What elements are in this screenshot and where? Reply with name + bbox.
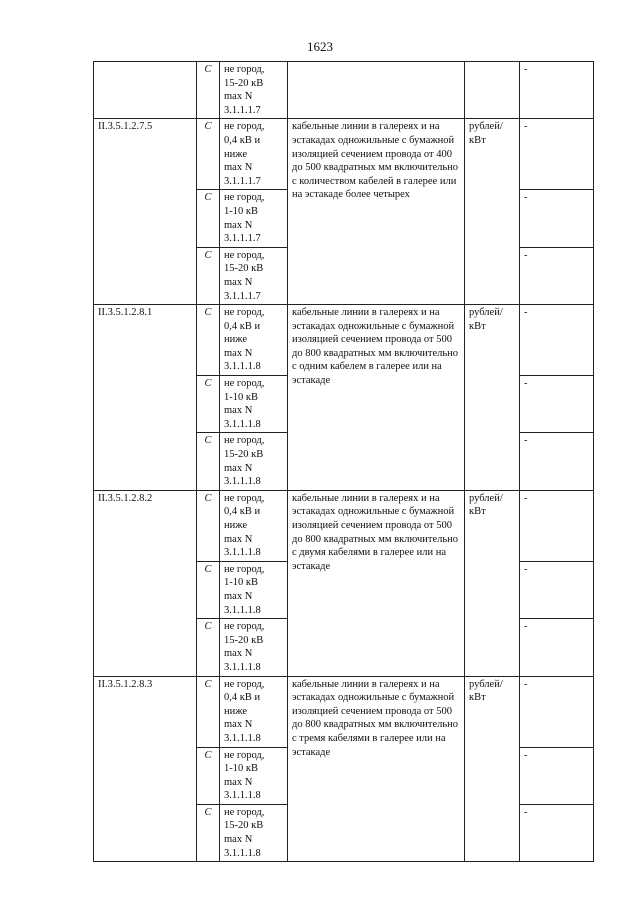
value-cell: - xyxy=(520,376,594,433)
condition-cell xyxy=(220,561,288,618)
condition-line: 3.1.1.1.8 xyxy=(224,604,261,616)
kind-cell: С xyxy=(197,490,220,561)
description-cell: кабельные линии в галереях и на эстакадах одножильные с бумажной изоляцией сечением провода от 400 до 500 квадратных мм включительно с количеством кабелей в галерее или на эстакаде более четырех xyxy=(288,119,465,305)
kind-cell: С xyxy=(197,619,220,676)
condition-line: 0,4 кВ и xyxy=(224,134,261,146)
condition-line: max N xyxy=(224,533,253,545)
condition-cell xyxy=(220,190,288,247)
condition-line: 3.1.1.1.8 xyxy=(224,418,261,430)
condition-cell xyxy=(220,619,288,676)
table-row xyxy=(94,119,594,190)
condition-line: не город, xyxy=(224,64,265,75)
condition-line: 0,4 кВ и xyxy=(224,692,261,704)
condition-line: 3.1.1.1.7 xyxy=(224,290,261,302)
condition-line: 1-10 кВ xyxy=(224,391,258,403)
condition-line: ниже xyxy=(224,148,248,160)
value-cell: - xyxy=(520,490,594,561)
condition-line: 3.1.1.1.8 xyxy=(224,732,261,744)
condition-line: 3.1.1.1.8 xyxy=(224,661,261,673)
condition-line: 3.1.1.1.8 xyxy=(224,476,261,488)
condition-line: не город, xyxy=(224,121,265,133)
condition-line: не город, xyxy=(224,307,265,319)
value-cell: - xyxy=(520,190,594,247)
description-cell: кабельные линии в галереях и на эстакадах одножильные с бумажной изоляцией сечением провода от 500 до 800 квадратных мм включительно с двумя кабелями в галерее или на эстакаде xyxy=(288,490,465,676)
condition-cell xyxy=(220,247,288,304)
condition-line: 1-10 кВ xyxy=(224,577,258,589)
condition-line: 1-10 кВ xyxy=(224,763,258,775)
condition-line: не город, xyxy=(224,621,265,633)
condition-line: 15-20 кВ xyxy=(224,634,264,646)
condition-line: max N xyxy=(224,462,253,474)
value-cell: - xyxy=(520,676,594,747)
value-cell: - xyxy=(520,62,594,119)
kind-cell: С xyxy=(197,305,220,376)
kind-cell: С xyxy=(197,190,220,247)
condition-line: max N xyxy=(224,162,253,174)
kind-cell: С xyxy=(197,747,220,804)
condition-line: 15-20 кВ xyxy=(224,820,264,832)
kind-cell: С xyxy=(197,62,220,119)
kind-cell: С xyxy=(197,119,220,190)
value-cell: - xyxy=(520,247,594,304)
condition-line: ниже xyxy=(224,520,248,531)
condition-line: 15-20 кВ xyxy=(224,77,264,89)
unit-cell xyxy=(465,62,520,119)
condition-cell xyxy=(220,305,288,376)
condition-cell xyxy=(220,376,288,433)
value-cell: - xyxy=(520,747,594,804)
tariff-table-body xyxy=(94,62,594,862)
condition-line: не город, xyxy=(224,806,265,818)
condition-cell xyxy=(220,676,288,747)
value-cell: - xyxy=(520,804,594,861)
condition-line: max N xyxy=(224,91,253,103)
unit-cell: рублей/ кВт xyxy=(465,305,520,491)
code-cell: II.3.5.1.2.8.1 xyxy=(94,305,197,491)
condition-line: не город, xyxy=(224,749,265,761)
condition-line: max N xyxy=(224,405,253,417)
condition-line: не город, xyxy=(224,435,265,447)
condition-line: 1-10 кВ xyxy=(224,205,258,217)
condition-line: max N xyxy=(224,276,253,288)
kind-cell: С xyxy=(197,804,220,861)
table-row-continuation xyxy=(94,62,594,119)
condition-line: не город, xyxy=(224,492,265,504)
condition-line: 3.1.1.1.8 xyxy=(224,361,261,373)
kind-cell: С xyxy=(197,376,220,433)
tariff-table xyxy=(93,61,594,862)
condition-line: ниже xyxy=(224,334,248,346)
condition-cell xyxy=(220,804,288,861)
table-row xyxy=(94,676,594,747)
condition-line: не город, xyxy=(224,192,265,204)
value-cell: - xyxy=(520,305,594,376)
condition-line: max N xyxy=(224,719,253,731)
condition-cell xyxy=(220,119,288,190)
value-cell: - xyxy=(520,561,594,618)
code-cell: II.3.5.1.2.8.3 xyxy=(94,676,197,862)
condition-cell xyxy=(220,747,288,804)
description-cell: кабельные линии в галереях и на эстакадах одножильные с бумажной изоляцией сечением провода от 500 до 800 квадратных мм включительно с одним кабелем в галерее или на эстакаде xyxy=(288,305,465,491)
code-cell: II.3.5.1.2.7.5 xyxy=(94,119,197,305)
table-row xyxy=(94,490,594,561)
condition-cell xyxy=(220,62,288,119)
value-cell: - xyxy=(520,433,594,490)
condition-line: не город, xyxy=(224,563,265,575)
value-cell: - xyxy=(520,619,594,676)
condition-line: 3.1.1.1.7 xyxy=(224,175,261,187)
page-number: 1623 xyxy=(307,39,333,54)
condition-cell xyxy=(220,433,288,490)
condition-line: 15-20 кВ xyxy=(224,449,264,461)
condition-line: 3.1.1.1.7 xyxy=(224,104,261,116)
unit-cell: рублей/ кВт xyxy=(465,490,520,676)
condition-line: не город, xyxy=(224,378,265,390)
kind-cell: С xyxy=(197,247,220,304)
unit-cell: рублей/ кВт xyxy=(465,119,520,305)
kind-cell: С xyxy=(197,561,220,618)
condition-line: 3.1.1.1.8 xyxy=(224,790,261,802)
condition-line: 3.1.1.1.7 xyxy=(224,233,261,245)
condition-line: max N xyxy=(224,219,253,231)
condition-line: 0,4 кВ и xyxy=(224,506,261,518)
condition-line: ниже xyxy=(224,705,248,717)
condition-line: max N xyxy=(224,648,253,660)
condition-line: 3.1.1.1.8 xyxy=(224,547,261,559)
condition-line: max N xyxy=(224,590,253,602)
table-row xyxy=(94,305,594,376)
description-cell xyxy=(288,62,465,119)
description-cell: кабельные линии в галереях и на эстакадах одножильные с бумажной изоляцией сечением провода от 500 до 800 квадратных мм включительно с тремя кабелями в галерее или на эстакаде xyxy=(288,676,465,862)
value-cell: - xyxy=(520,119,594,190)
code-cell xyxy=(94,62,197,119)
condition-cell xyxy=(220,490,288,561)
kind-cell: С xyxy=(197,676,220,747)
condition-line: max N xyxy=(224,834,253,846)
condition-line: не город, xyxy=(224,249,265,261)
code-cell: II.3.5.1.2.8.2 xyxy=(94,490,197,676)
condition-line: max N xyxy=(224,776,253,788)
condition-line: не город, xyxy=(224,678,265,690)
condition-line: max N xyxy=(224,347,253,359)
condition-line: 0,4 кВ и xyxy=(224,320,261,332)
kind-cell: С xyxy=(197,433,220,490)
condition-line: 15-20 кВ xyxy=(224,263,264,275)
condition-line: 3.1.1.1.8 xyxy=(224,847,261,859)
unit-cell: рублей/ кВт xyxy=(465,676,520,862)
